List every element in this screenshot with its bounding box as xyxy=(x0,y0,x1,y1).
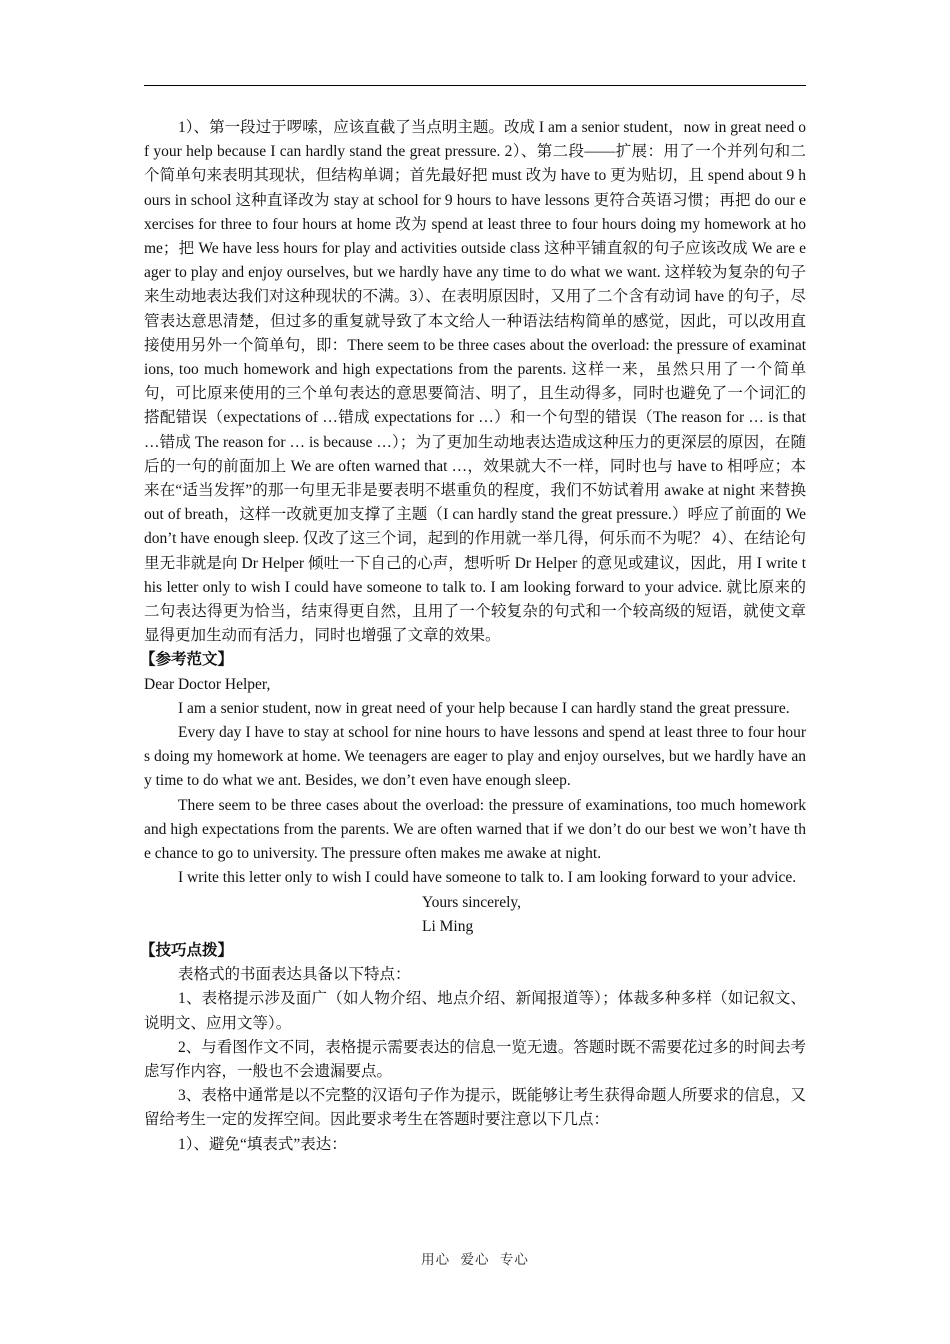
tips-point-2: 2、与看图作文不同，表格提示需要表达的信息一览无遗。答题时既不需要花过多的时间去考虑写作内容，一般也不会遗漏要点。 xyxy=(144,1038,806,1080)
letter-salutation: Dear Doctor Helper, xyxy=(144,675,271,693)
analysis-paragraph: 1）、第一段过于啰嗦，应该直截了当点明主题。改成 I am a senior student，now in great need of your help because I can hardly stand the great pressure. 2）、第二段——扩展：用了一个并列句和二个简单句来表明其现状，但结构单调；首先最好把 must 改为 have to 更为贴切，且 spend about 9 hours in school 这种直译改为 stay at school for 9 hours to have lessons 更符合英语习惯；再把 do our exercises for three to four hours at home 改为 spend at least three to four hours doing my homework at home；把 We have less hours for play and activities outside class 这种平铺直叙的句子应该改成 We are eager to play and enjoy ourselves, but we hardly have any time to do what we want. 这样较为复杂的句子来生动地表达我们对这种现状的不满。3）、在表明原因时，又用了二个含有动词 have 的句子，尽管表达意思清楚，但过多的重复就导致了本文给人一种语法结构简单的感觉，因此，可以改用直接使用另外一个简单句，即：There seem to be three cases about the overload: the pressure of examinations, too much homework and high expectations from the parents. 这样一来，虽然只用了一个简单句，可比原来使用的三个单句表达的意思要简洁、明了，且生动得多，同时也避免了一个词汇的搭配错误（expectations of …错成 expectations for …）和一个句型的错误（The reason for … is that …错成 The reason for … is because …）；为了更加生动地表达造成这种压力的更深层的原因，在随后的一句的前面加上 We are often warned that …，效果就大不一样，同时也与 have to 相呼应；本来在“适当发挥”的那一句里无非是要表明不堪重负的程度，我们不妨试着用 awake at night 来替换 out of breath，这样一改就更加支撑了主题（I can hardly stand the great pressure.）呼应了前面的 We don’t have enough sleep. 仅改了这三个词，起到的作用就一举几得，何乐而不为呢？ 4）、在结论句里无非就是向 Dr Helper 倾吐一下自己的心声，想听听 Dr Helper 的意见或建议，因此，用 I write this letter only to wish I could have someone to talk to. I am looking forward to your advice. 就比原来的二句表达得更为恰当，结束得更自然，且用了一个较复杂的句式和一个较高级的短语，就使文章显得更加生动而有活力，同时也增强了文章的效果。 xyxy=(144,119,806,645)
letter-closing: Yours sincerely, xyxy=(422,893,522,911)
letter-signature: Li Ming xyxy=(422,917,474,935)
sample-heading: 【参考范文】 xyxy=(140,651,234,669)
tips-heading: 【技巧点拨】 xyxy=(140,941,234,959)
letter-paragraph-4: I write this letter only to wish I could have someone to talk to. I am looking forward to your advice. xyxy=(178,869,797,887)
page-footer: 用心 爱心 专心 xyxy=(421,1252,529,1267)
document-body xyxy=(140,116,806,1157)
letter-paragraph-2: Every day I have to stay at school for nine hours to have lessons and spend at least three to four hours doing my homework at home. We teenagers are eager to play and enjoy ourselves, but we hardly have any time to do what we ant. Besides, we don’t even have enough sleep. xyxy=(144,724,806,790)
letter-paragraph-1: I am a senior student, now in great need of your help because I can hardly stand the great pressure. xyxy=(178,699,790,717)
tips-point-1: 1、表格提示涉及面广（如人物介绍、地点介绍、新闻报道等）；体裁多种多样（如记叙文、说明文、应用文等）。 xyxy=(144,990,806,1032)
header-rule xyxy=(144,85,806,86)
tips-point-3: 3、表格中通常是以不完整的汉语句子作为提示，既能够让考生获得命题人所要求的信息，又留给考生一定的发挥空间。因此要求考生在答题时要注意以下几点： xyxy=(144,1087,806,1129)
tips-intro: 表格式的书面表达具备以下特点： xyxy=(178,966,411,984)
letter-paragraph-3: There seem to be three cases about the overload: the pressure of examinations, too much homework and high expectations from the parents. We are often warned that if we don’t do our best we won’t have the chance to go to university. The pressure often makes me awake at night. xyxy=(144,796,806,863)
tips-subpoint-1: 1）、避免“填表式”表达： xyxy=(178,1135,347,1153)
